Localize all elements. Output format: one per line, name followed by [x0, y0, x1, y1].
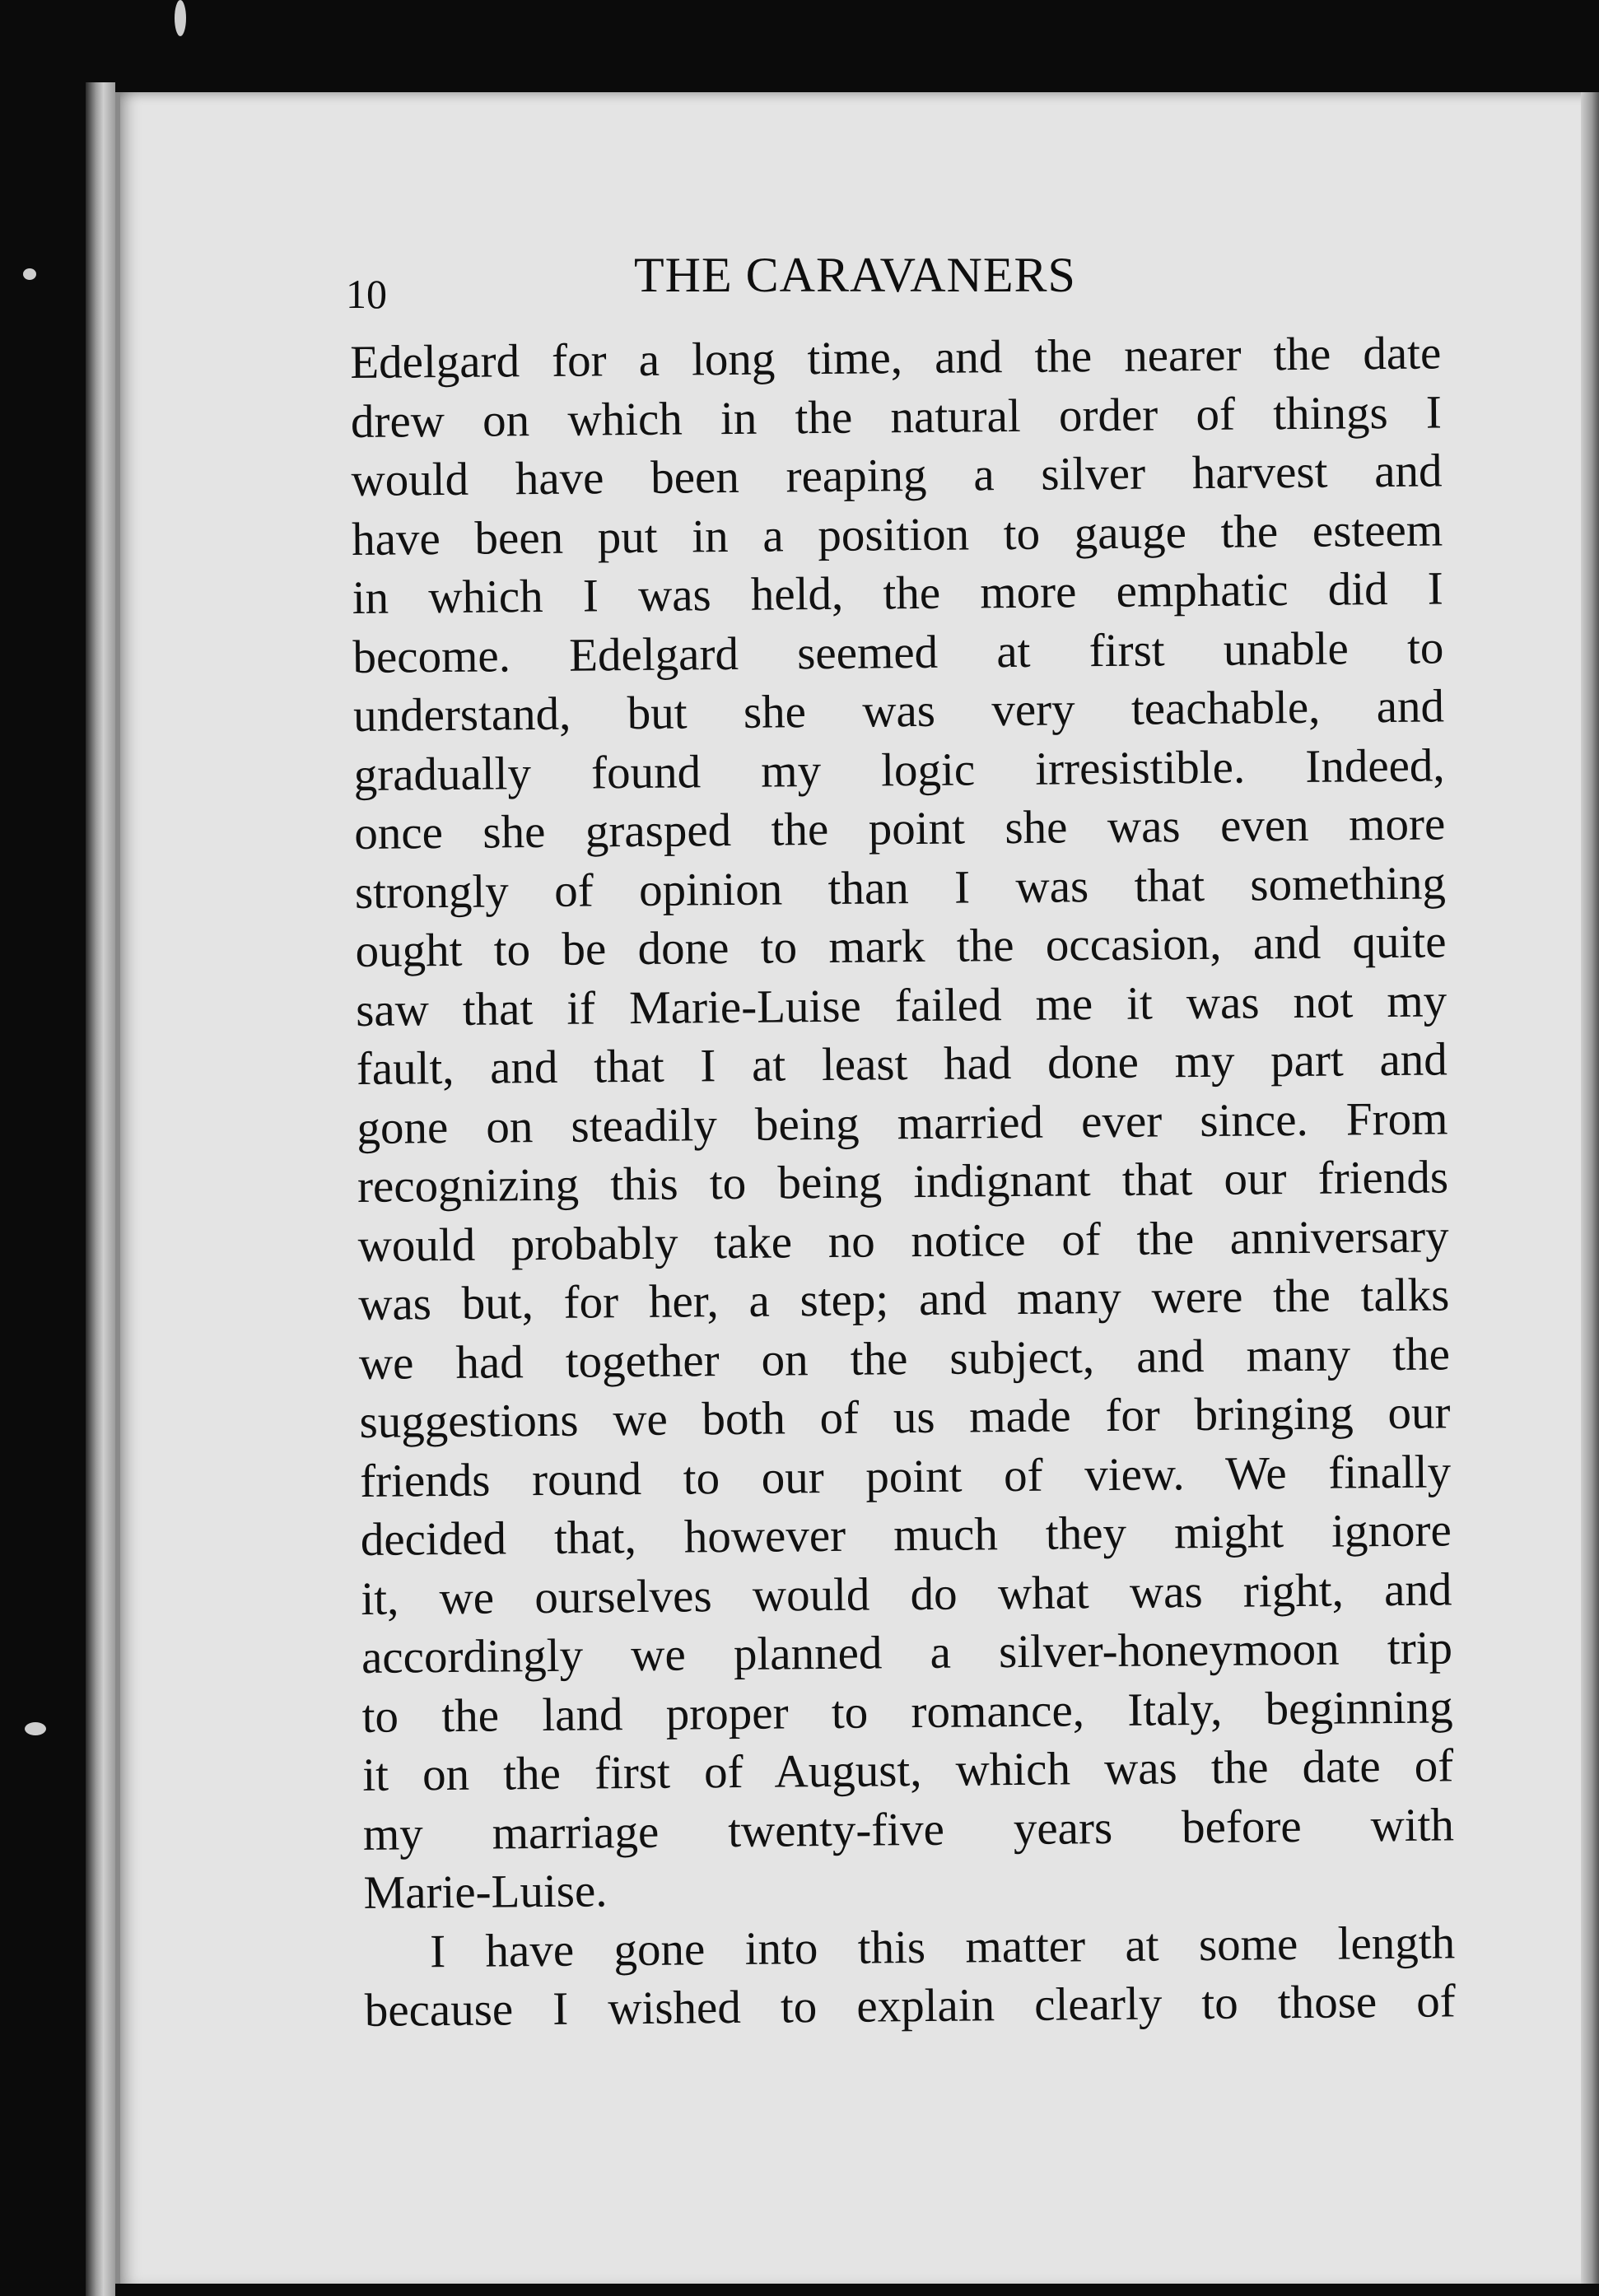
text-line: Edelgard for a long time, and the nearer the date: [350, 327, 1442, 389]
scan-artifact: [25, 1722, 46, 1735]
page-number: 10: [346, 271, 387, 317]
text-line: understand, but she was very teachable, and: [352, 680, 1445, 742]
text-line: it, we ourselves would do what was right, and: [361, 1562, 1452, 1625]
text-line: strongly of opinion than I was that something: [354, 856, 1447, 919]
text-line: would probably take no notice of the anniversary: [357, 1209, 1449, 1272]
text-line: it on the first of August, which was the date of: [362, 1739, 1454, 1801]
text-line: was but, for her, a step; and many were the talks: [358, 1269, 1450, 1330]
scan-artifact: [23, 268, 36, 280]
text-line: ought to be done to mark the occasion, and quite: [355, 915, 1447, 977]
text-line: suggestions we both of us made for bringing our: [359, 1386, 1451, 1448]
page-header: [346, 247, 1441, 317]
text-line: drew on which in the natural order of things I: [350, 385, 1443, 448]
text-line: fault, and that I at least had done my part and: [356, 1033, 1448, 1095]
text-line: once she grasped the point she was even more: [354, 798, 1446, 859]
text-line: would have been reaping a silver harvest and: [351, 445, 1443, 506]
text-line: have been put in a position to gauge the esteem: [351, 503, 1443, 566]
text-line: friends round to our point of view. We finally: [359, 1445, 1452, 1507]
text-line: to the land proper to romance, Italy, beginning: [361, 1680, 1453, 1743]
book-spine-edge: [86, 82, 115, 2296]
text-line: because I wished to explain clearly to those of: [364, 1975, 1457, 2037]
text-line: recognizing this to being indignant that our friends: [357, 1151, 1449, 1213]
running-head: THE CARAVANERS: [634, 248, 1076, 302]
text-line: in which I was held, the more emphatic did I: [352, 562, 1444, 624]
text-line: Marie-Luise.: [363, 1865, 608, 1919]
page-right-edge: [1581, 92, 1599, 2284]
text-line: gradually found my logic irresistible. Indeed,: [353, 738, 1445, 801]
scan-artifact: [175, 0, 186, 36]
text-line: become. Edelgard seemed at first unable to: [352, 621, 1444, 683]
text-line: saw that if Marie-Luise failed me it was not my: [355, 974, 1447, 1036]
text-line: gone on steadily being married ever since. From: [357, 1092, 1448, 1154]
text-line: my marriage twenty-five years before with: [362, 1798, 1455, 1861]
text-line: we had together on the subject, and many the: [358, 1327, 1451, 1390]
text-line: I have gone into this matter at some length: [429, 1916, 1456, 1977]
text-line: decided that, however much they might ignore: [360, 1504, 1452, 1566]
text-line: accordingly we planned a silver-honeymoon trip: [361, 1622, 1453, 1684]
body-text: [350, 324, 1456, 2040]
